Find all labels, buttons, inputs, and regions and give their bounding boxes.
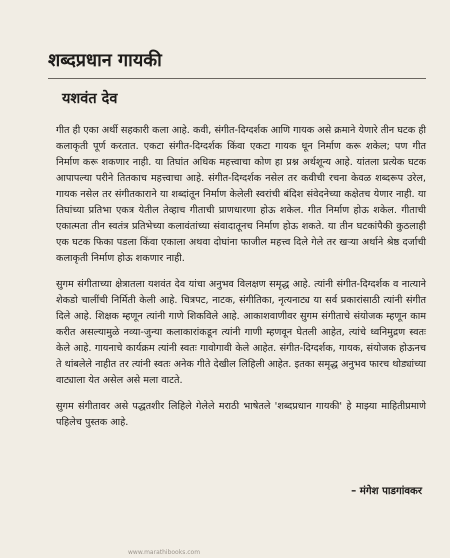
- signature: – मंगेश पाडगांवकर: [351, 486, 422, 497]
- footer-text: www.marathibooks.com: [128, 549, 201, 556]
- paragraph: गीत ही एका अर्थी सहकारी कला आहे. कवी, संगीत-दिग्दर्शक आणि गायक असे क्रमाने येणारे तीन घटक ही कलाकृती पूर्ण करतात. एकटा संगीत-दिग्दर्शक किंवा एकटा गायक धून निर्माण करू शकेल; पण गीत निर्माण करू शकणार नाही. या तिघांत अधिक महत्त्वाचा कोण हा प्रश्न अर्थशून्य आहे. यांतला प्रत्येक घटक आपापल्या परीने तितकाच महत्त्वाचा आहे. संगीत-दिग्दर्शक नसेल तर कवीची रचना केवळ शब्दरूप उरेल, गायक नसेल तर संगीतकाराने या शब्दांतून निर्माण केलेली स्वरांची बंदिश संवेदनेच्या कक्षेतच येणार नाही. या तिघांच्या प्रतिभा एकत्र येतील तेव्हाच गीताची प्राणधारणा होऊ शकेल. गीत निर्माण होऊ शकेल. गीताची एकात्मता तीन स्वतंत्र प्रतिभेच्या कलावंतांच्या संवादातूनच निर्माण होऊ शकते. या तीन घटकांपैकी कुठलाही एक घटक फिका पडला किंवा एकाला अथवा दोघांना फाजील महत्त्व दिले गेले तर खऱ्या अर्थाने श्रेष्ठ दर्जाची कलाकृती निर्माण होऊ शकणार नाही.: [56, 125, 426, 264]
- author-name: यशवंत देव: [62, 91, 118, 107]
- body-text: [56, 123, 426, 441]
- page-title: शब्दप्रधान गायकी: [48, 50, 162, 71]
- title-divider: [48, 78, 426, 79]
- paragraph: सुगम संगीताच्या क्षेत्रातला यशवंत देव यांचा अनुभव विलक्षण समृद्ध आहे. त्यांनी संगीत-दिग्दर्शक व नात्याने शेकडो चालींची निर्मिती केली आहे. चित्रपट, नाटक, संगीतिका, नृत्यनाट्य या सर्व प्रकारांसाठी त्यांनी संगीत दिले आहे. शिक्षक म्हणून त्यांनी गाणे शिकविले आहे. आकाशवाणीवर सुगम संगीताचे संयोजक म्हणून काम करीत असल्यामुळे नव्या-जुन्या कलाकारांकडून त्यांनी गाणी म्हणवून घेतली आहेत, त्यांचे ध्वनिमुद्रण स्वतः केले आहे. गायनाचे कार्यक्रम त्यांनी स्वतः गावोगावी केले आहेत. संगीत-दिग्दर्शक, गायक, संयोजक होऊनच ते थांबलेले नाहीत तर त्यांनी स्वतः अनेक गीते देखील लिहिली आहेत. इतका समृद्ध अनुभव फारच थोड्यांच्या वाट्याला येत असेल असे मला वाटते.: [56, 279, 426, 386]
- paragraph: सुगम संगीतावर असे पद्धतशीर लिहिले गेलेले मराठी भाषेतले 'शब्दप्रधान गायकी' हे माझ्या माहितीप्रमाणे पहिलेच पुस्तक आहे.: [56, 401, 426, 428]
